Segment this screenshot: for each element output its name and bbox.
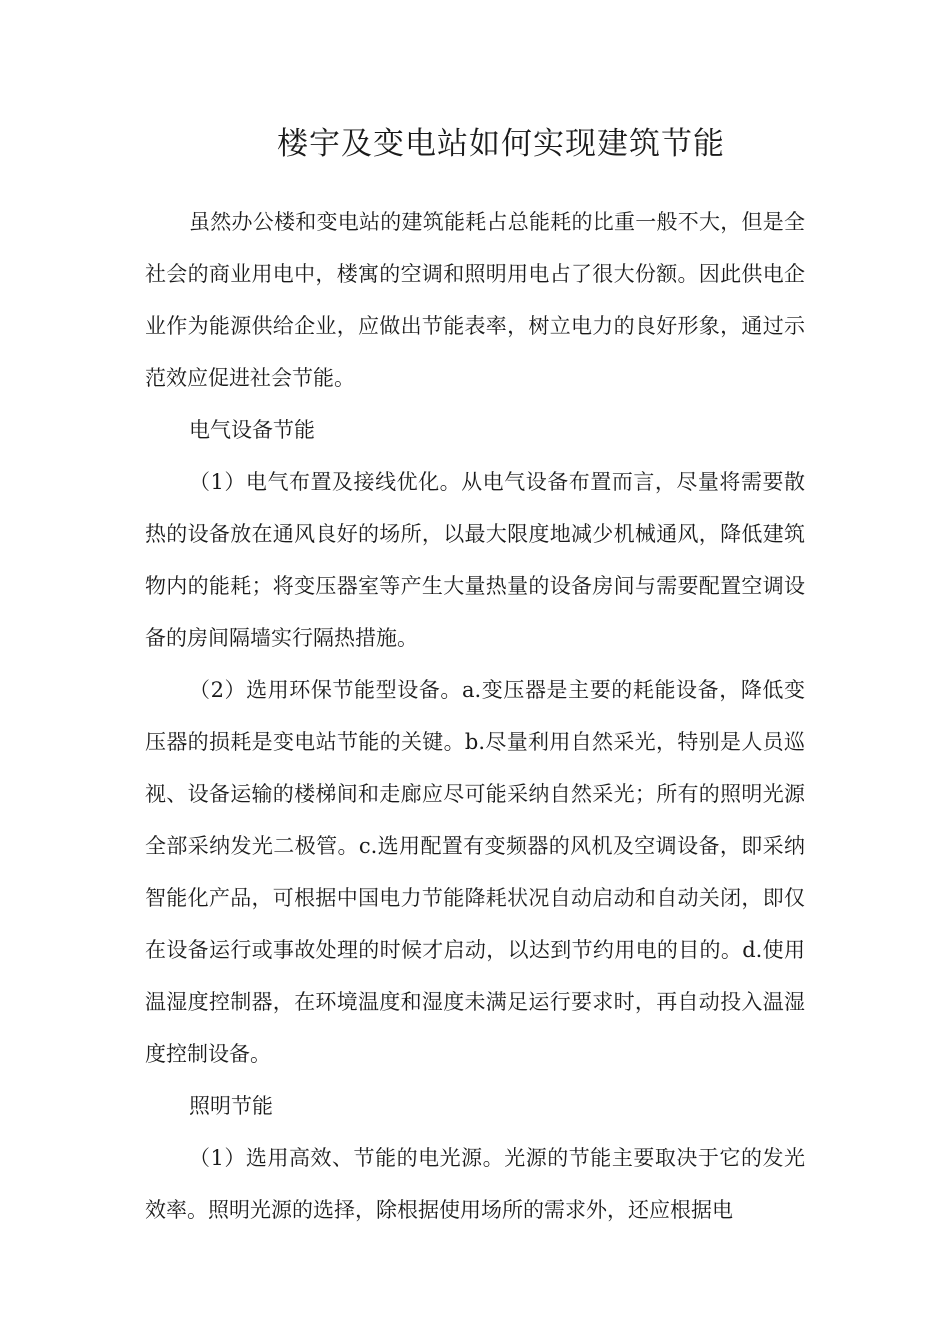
paragraph-light-source: （1）选用高效、节能的电光源。光源的节能主要取决于它的发光效率。照明光源的选择，除根据使用场所的需求外，还应根据电 [145, 1146, 805, 1222]
paragraph-energy-saving-equipment: （2）选用环保节能型设备。a.变压器是主要的耗能设备，降低变压器的损耗是变电站节能的关键。b.尽量利用自然采光，特别是人员巡视、设备运输的楼梯间和走廊应尽可能采纳自然采光；所有的照明光源全部采纳发光二极管。c.选用配置有变频器的风机及空调设备，即采纳智能化产品，可根据中国电力节能降耗状况自动启动和自动关闭，即仅在设备运行或事故处理的时候才启动，以达到节约用电的目的。d.使用温湿度控制器，在环境温度和湿度未满足运行要求时，再自动投入温湿度控制设备。 [145, 678, 805, 1066]
document-page [145, 118, 805, 1236]
document-title: 楼宇及变电站如何实现建筑节能 [277, 126, 725, 162]
heading-electrical-equipment: 电气设备节能 [189, 418, 315, 442]
heading-lighting: 照明节能 [189, 1094, 273, 1118]
paragraph-layout-optimization: （1）电气布置及接线优化。从电气设备布置而言，尽量将需要散热的设备放在通风良好的场所，以最大限度地减少机械通风，降低建筑物内的能耗；将变压器室等产生大量热量的设备房间与需要配置空调设备的房间隔墙实行隔热措施。 [145, 470, 805, 650]
paragraph-intro: 虽然办公楼和变电站的建筑能耗占总能耗的比重一般不大，但是全社会的商业用电中，楼寓的空调和照明用电占了很大份额。因此供电企业作为能源供给企业，应做出节能表率，树立电力的良好形象，通过示范效应促进社会节能。 [145, 210, 805, 390]
